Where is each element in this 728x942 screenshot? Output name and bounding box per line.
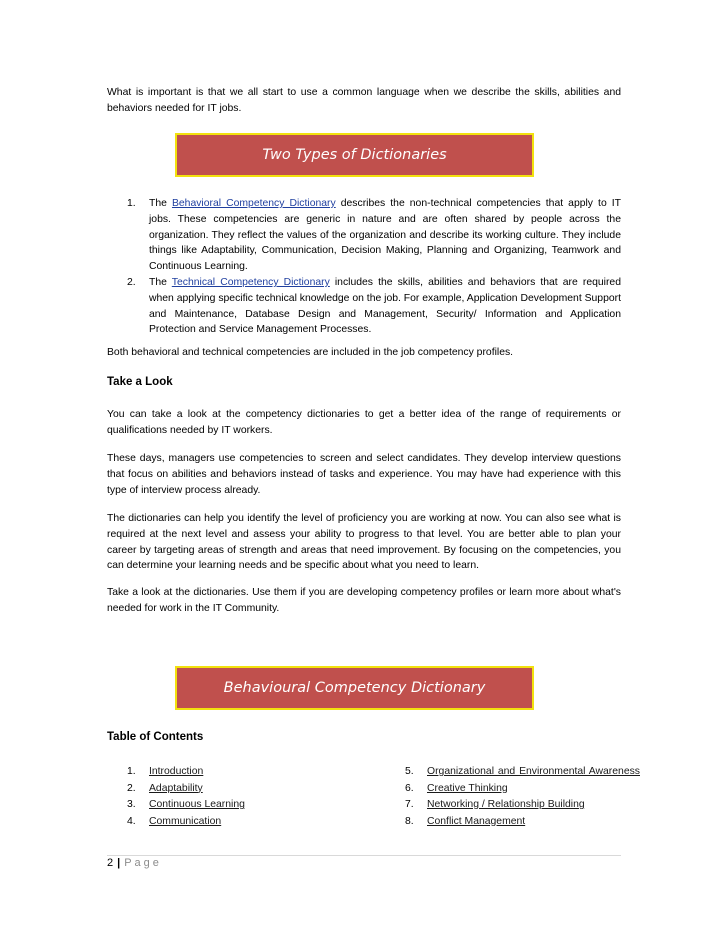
banner-two-types bbox=[175, 133, 534, 177]
footer-separator: | bbox=[117, 857, 121, 869]
toc-item bbox=[107, 797, 357, 814]
take-a-look-paragraph: Take a look at the dictionaries. Use them if you are developing competency profiles or learn more about what's needed for work in the IT Community. bbox=[107, 587, 621, 614]
toc-left-column bbox=[107, 764, 357, 830]
both-paragraph: Both behavioral and technical competencies are included in the job competency profiles. bbox=[107, 347, 514, 358]
page-word: Page bbox=[124, 857, 162, 869]
take-a-look-heading: Take a Look bbox=[107, 376, 173, 388]
toc-number: 5. bbox=[405, 766, 414, 777]
toc-number: 4. bbox=[127, 815, 136, 827]
toc-item bbox=[107, 814, 357, 831]
toc-item bbox=[385, 781, 640, 798]
list-number: 1. bbox=[127, 198, 136, 209]
list-text: includes the skills, abilities and behaviors that are required when applying specific technical knowledge on the job. For example, Application Development Support and Maintenance, Database Design and Management, Security/ Information and Application Protection and Service Management Processes. bbox=[149, 276, 621, 336]
page-number: 2 bbox=[107, 857, 114, 869]
list-number: 2. bbox=[127, 276, 136, 288]
list-prefix: The bbox=[149, 276, 172, 288]
intro-paragraph: What is important is that we all start to use a common language when we describe the skills, abilities and behaviors needed for IT jobs. bbox=[107, 87, 621, 114]
dictionary-list bbox=[107, 196, 621, 338]
list-prefix: The bbox=[149, 198, 172, 209]
toc-item bbox=[385, 814, 640, 831]
banner-behavioural bbox=[175, 666, 534, 710]
toc-number: 2. bbox=[127, 782, 136, 794]
page-footer bbox=[107, 857, 162, 869]
list-text: describes the non-technical competencies that apply to IT jobs. These competencies are generic in nature and are often shared by people across the organization. They reflect the values of the organization and describe its working culture. They include things like Adaptability, Communication, Decision Making, Planning and Organizing, Teamwork and Continuous Learning. bbox=[149, 198, 622, 273]
toc-number: 3. bbox=[127, 799, 136, 810]
footer-divider bbox=[107, 855, 621, 856]
toc-link-networking[interactable]: Networking / Relationship Building bbox=[427, 799, 585, 810]
toc-link-communication[interactable]: Communication bbox=[149, 815, 222, 827]
take-a-look-paragraph: You can take a look at the competency dictionaries to get a better idea of the range of requirements or qualifications needed by IT workers. bbox=[107, 409, 621, 436]
toc-link-adaptability[interactable]: Adaptability bbox=[149, 782, 203, 794]
banner-two-types-title: Two Types of Dictionaries bbox=[262, 147, 447, 163]
toc-number: 1. bbox=[127, 766, 136, 777]
list-item bbox=[107, 196, 621, 275]
toc-item bbox=[385, 797, 640, 814]
toc-right-column bbox=[385, 764, 640, 830]
toc-link-conflict-management[interactable]: Conflict Management bbox=[427, 815, 526, 827]
behavioral-dictionary-link[interactable]: Behavioral Competency Dictionary bbox=[171, 198, 336, 209]
take-a-look-paragraph: These days, managers use competencies to screen and select candidates. They develop interview questions that focus on abilities and behaviors instead of tasks and experience. You may have had experience with this type of interview process already. bbox=[107, 453, 621, 496]
toc-item bbox=[107, 781, 357, 798]
toc-item bbox=[385, 764, 640, 781]
toc-link-continuous-learning[interactable]: Continuous Learning bbox=[149, 799, 245, 810]
technical-dictionary-link[interactable]: Technical Competency Dictionary bbox=[171, 276, 330, 288]
toc-number: 6. bbox=[405, 782, 414, 794]
toc-link-introduction[interactable]: Introduction bbox=[149, 766, 204, 777]
toc-number: 8. bbox=[405, 815, 414, 827]
toc-link-creative-thinking[interactable]: Creative Thinking bbox=[427, 782, 508, 794]
list-item bbox=[107, 275, 621, 338]
toc-heading: Table of Contents bbox=[107, 731, 204, 743]
toc-item bbox=[107, 764, 357, 781]
take-a-look-paragraph: The dictionaries can help you identify the level of proficiency you are working at now. You can also see what is required at the next level and assess your ability to progress to that level. You are better able to plan your career by targeting areas of strength and areas that need improvement. By focusing on the competencies, you can determine your learning needs and be specific about what you need to learn. bbox=[107, 513, 621, 572]
banner-behavioural-title: Behavioural Competency Dictionary bbox=[223, 680, 486, 696]
toc-number: 7. bbox=[405, 799, 414, 810]
toc-link-organizational-awareness[interactable]: Organizational and Environmental Awareness bbox=[427, 766, 640, 777]
